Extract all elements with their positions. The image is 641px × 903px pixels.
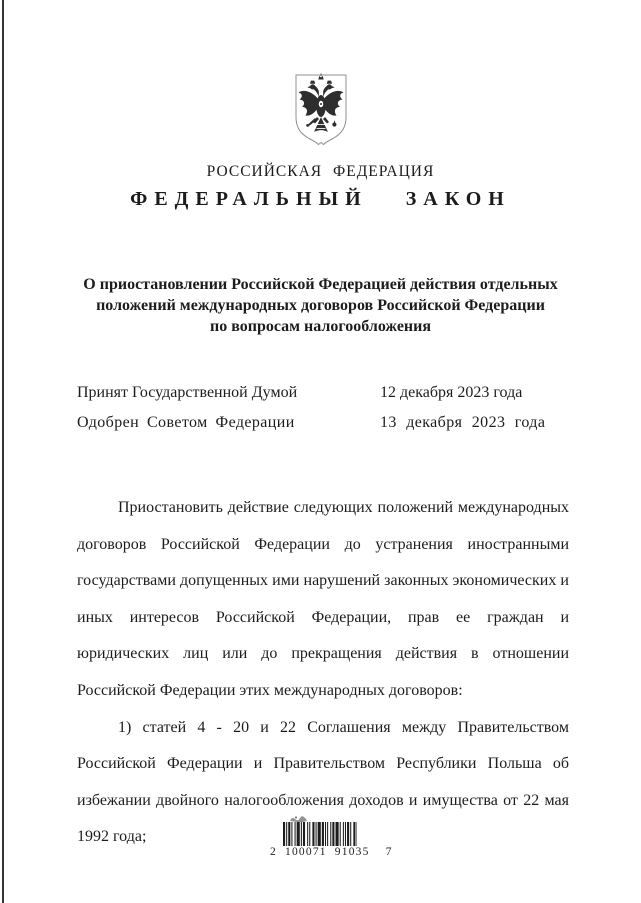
adoption-block [0,384,641,444]
law-type-heading: ФЕДЕРАЛЬНЫЙ ЗАКОН [130,188,511,210]
body-paragraph: Приостановить действие следующих положений международных договоров Российской Федерации до устранения иностранными государствами допущенных ими нарушений законных экономических и иных интересов Российской Федерации, прав ее граждан и юридических лиц или до прекращения действия в отношении Российской Федерации этих международных договоров: [77,499,569,699]
law-title-line-1: О приостановлении Российской Федерацией действия отдельных [83,276,558,293]
law-body [0,490,641,856]
adoption-label: Одобрен Советом Федерации [77,414,295,431]
adoption-row-federation-council [77,414,641,444]
adoption-row-state-duma [77,384,641,414]
ink-smudge-mark [288,813,310,823]
russia-coat-of-arms-icon [289,73,353,151]
barcode-bars [282,822,359,846]
adoption-label: Принят Государственной Думой [77,384,298,401]
adoption-date: 13 декабря 2023 года [380,414,546,431]
law-title-line-3: по вопросам налогообложения [209,318,432,335]
scan-edge-line [2,0,4,903]
law-title [0,274,641,337]
adoption-date: 12 декабря 2023 года [380,384,523,401]
barcode [270,812,393,858]
body-item-1: 1) статей 4 - 20 и 22 Соглашения между Правительством Российской Федерации и Правительством Республики Польша об избежании двойного налогообложения доходов и имущества от 22 мая 1992 года; [77,718,569,846]
barcode-digits: 2 100071 91035 7 [270,846,393,858]
law-title-line-2: положений международных договоров Российской Федерации [96,297,545,314]
country-heading: РОССИЙСКАЯ ФЕДЕРАЦИЯ [206,163,435,180]
